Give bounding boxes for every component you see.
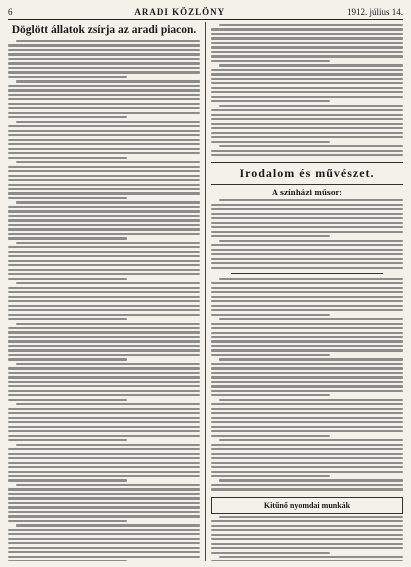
text-line: [211, 282, 403, 284]
text-line: [16, 201, 200, 203]
section-title: Irodalom és művészet.: [211, 162, 403, 185]
text-line: [8, 98, 200, 100]
text-line: [211, 340, 403, 342]
text-line: [211, 462, 403, 464]
text-line: [16, 323, 200, 325]
text-line: [211, 46, 403, 48]
text-line: [211, 529, 403, 531]
text-line: [211, 471, 403, 473]
text-line: [8, 269, 200, 271]
text-line: [219, 105, 403, 107]
text-line: [8, 278, 127, 280]
text-line: [219, 318, 403, 320]
text-line: [211, 372, 403, 374]
text-line: [16, 282, 200, 284]
text-line: [8, 502, 200, 504]
page-number: 6: [8, 6, 13, 17]
text-line: [211, 114, 403, 116]
text-line: [8, 103, 200, 105]
text-line: [8, 170, 200, 172]
text-line: [211, 208, 403, 210]
text-line: [211, 327, 403, 329]
print-shop-ad: Kitűnő nyomdai munkák: [211, 497, 403, 514]
text-line: [8, 520, 127, 522]
text-line: [8, 166, 200, 168]
text-line: [8, 44, 200, 46]
text-line: [8, 336, 200, 338]
text-line: [8, 210, 200, 212]
text-line: [16, 363, 200, 365]
text-line: [8, 381, 200, 383]
text-line: [8, 71, 200, 73]
text-line: [211, 100, 330, 102]
text-line: [211, 82, 403, 84]
text-line: [8, 107, 200, 109]
theater-article: [211, 278, 403, 491]
text-line: [16, 444, 200, 446]
text-line: [8, 488, 200, 490]
text-line: [8, 538, 200, 540]
text-line: [211, 244, 403, 246]
text-line: [211, 222, 403, 224]
text-line: [8, 318, 127, 320]
text-line: [211, 363, 403, 365]
article-headline: Döglött állatok zsírja az aradi piacon.: [11, 24, 197, 36]
text-line: [211, 426, 403, 428]
right-column: [211, 22, 403, 561]
text-line: [16, 161, 200, 163]
text-line: [211, 381, 403, 383]
text-line: [16, 80, 200, 82]
news-items-top: [211, 24, 403, 156]
text-line: [211, 417, 403, 419]
text-line: [8, 394, 200, 396]
text-line: [211, 354, 330, 356]
text-line: [8, 125, 200, 127]
text-line: [16, 524, 200, 526]
text-line: [211, 403, 403, 405]
text-line: [8, 251, 200, 253]
text-line: [211, 345, 403, 347]
text-line: [211, 296, 403, 298]
text-line: [8, 358, 127, 360]
text-line: [211, 217, 403, 219]
left-column: [8, 22, 200, 561]
text-line: [8, 556, 200, 558]
text-line: [8, 197, 127, 199]
text-line: [219, 399, 403, 401]
text-line: [8, 58, 200, 60]
text-line: [219, 516, 403, 518]
text-line: [8, 175, 200, 177]
text-line: [211, 51, 403, 53]
text-line: [8, 305, 200, 307]
text-line: [211, 412, 403, 414]
text-line: [211, 534, 403, 536]
text-line: [219, 24, 403, 26]
text-line: [8, 497, 200, 499]
text-line: [8, 224, 200, 226]
text-line: [219, 358, 403, 360]
text-line: [8, 273, 200, 275]
text-line: [211, 123, 403, 125]
text-line: [211, 309, 403, 311]
text-line: [8, 426, 200, 428]
text-line: [8, 219, 200, 221]
column-divider: [205, 22, 206, 561]
text-line: [211, 287, 403, 289]
text-line: [8, 237, 127, 239]
text-line: [8, 89, 200, 91]
text-line: [8, 130, 200, 132]
text-line: [8, 188, 200, 190]
text-line: [211, 28, 403, 30]
divider: [231, 273, 383, 274]
text-line: [8, 511, 200, 513]
text-line: [8, 354, 200, 356]
text-line: [8, 421, 200, 423]
text-line: [211, 78, 403, 80]
text-line: [211, 73, 403, 75]
text-line: [8, 412, 200, 414]
text-line: [211, 87, 403, 89]
text-line: [211, 314, 330, 316]
text-line: [211, 390, 403, 392]
text-line: [8, 94, 200, 96]
text-line: [211, 376, 403, 378]
text-line: [8, 471, 200, 473]
text-line: [211, 430, 403, 432]
text-line: [8, 529, 200, 531]
text-line: [8, 376, 200, 378]
text-line: [211, 235, 330, 237]
text-line: [8, 152, 200, 154]
text-line: [211, 60, 330, 62]
text-line: [211, 132, 403, 134]
issue-date: 1912. július 14.: [346, 6, 403, 17]
text-line: [8, 515, 200, 517]
text-line: [8, 314, 200, 316]
text-line: [211, 520, 403, 522]
text-line: [211, 69, 403, 71]
text-line: [8, 331, 200, 333]
text-line: [211, 226, 403, 228]
text-line: [8, 533, 200, 535]
header-rule: [8, 19, 403, 20]
text-line: [211, 96, 403, 98]
text-line: [211, 109, 403, 111]
text-line: [211, 484, 403, 486]
text-line: [211, 42, 403, 44]
text-line: [8, 233, 200, 235]
text-line: [8, 300, 200, 302]
text-line: [8, 184, 200, 186]
text-line: [8, 296, 200, 298]
text-line: [8, 53, 200, 55]
text-line: [211, 136, 403, 138]
text-line: [8, 547, 200, 549]
text-line: [8, 287, 200, 289]
text-line: [211, 488, 403, 490]
text-line: [8, 179, 200, 181]
text-line: [211, 249, 403, 251]
text-line: [8, 264, 200, 266]
text-line: [211, 55, 403, 57]
text-line: [211, 538, 403, 540]
text-line: [8, 399, 127, 401]
text-line: [16, 242, 200, 244]
text-line: [8, 85, 200, 87]
text-line: [8, 112, 200, 114]
text-line: [8, 453, 200, 455]
text-line: [219, 439, 403, 441]
text-line: [16, 484, 200, 486]
text-line: [8, 291, 200, 293]
text-line: [8, 255, 200, 257]
text-line: [8, 506, 200, 508]
text-line: [211, 543, 403, 545]
text-line: [8, 143, 200, 145]
text-line: [211, 262, 403, 264]
text-line: [211, 336, 403, 338]
text-line: [219, 278, 403, 280]
text-line: [211, 385, 403, 387]
text-line: [8, 49, 200, 51]
text-line: [8, 430, 200, 432]
text-line: [8, 345, 200, 347]
text-line: [211, 154, 403, 156]
text-line: [8, 493, 200, 495]
text-line: [211, 552, 330, 554]
text-line: [8, 309, 200, 311]
text-line: [219, 479, 403, 481]
text-line: [211, 213, 403, 215]
text-line: [211, 231, 403, 233]
text-line: [8, 466, 200, 468]
text-line: [16, 121, 200, 123]
newspaper-title: ARADI KÖZLÖNY: [134, 6, 226, 17]
text-line: [8, 542, 200, 544]
text-line: [211, 547, 403, 549]
text-line: [8, 475, 200, 477]
text-line: [8, 206, 200, 208]
news-items-bottom: [211, 516, 403, 561]
text-line: [219, 145, 403, 147]
text-line: [8, 62, 200, 64]
theater-program: [211, 199, 403, 268]
text-line: [8, 76, 127, 78]
text-line: [211, 367, 403, 369]
text-line: [8, 457, 200, 459]
text-line: [211, 421, 403, 423]
text-line: [8, 367, 200, 369]
text-line: [8, 385, 200, 387]
text-line: [8, 228, 200, 230]
text-line: [8, 417, 200, 419]
text-line: [8, 157, 127, 159]
text-line: [8, 215, 200, 217]
text-line: [211, 37, 403, 39]
text-line: [8, 390, 200, 392]
text-line: [8, 560, 127, 561]
text-line: [211, 435, 330, 437]
text-line: [211, 118, 403, 120]
text-line: [211, 444, 403, 446]
text-line: [8, 349, 200, 351]
text-line: [211, 408, 403, 410]
text-line: [8, 408, 200, 410]
text-line: [211, 525, 403, 527]
text-line: [211, 91, 403, 93]
text-line: [211, 253, 403, 255]
text-line: [211, 267, 403, 269]
text-line: [8, 439, 127, 441]
text-line: [8, 192, 200, 194]
text-line: [211, 204, 403, 206]
text-line: [16, 403, 200, 405]
text-line: [211, 466, 403, 468]
page-header: [8, 5, 403, 18]
text-line: [211, 560, 403, 561]
text-line: [211, 332, 403, 334]
text-line: [8, 479, 127, 481]
text-line: [211, 141, 330, 143]
text-line: [8, 448, 200, 450]
text-line: [211, 394, 330, 396]
text-line: [211, 33, 403, 35]
text-line: [211, 291, 403, 293]
text-line: [211, 475, 330, 477]
text-line: [8, 327, 200, 329]
text-line: [8, 246, 200, 248]
text-line: [8, 340, 200, 342]
text-line: [211, 323, 403, 325]
text-line: [211, 127, 403, 129]
text-line: [219, 199, 403, 201]
text-line: [8, 139, 200, 141]
text-line: [219, 64, 403, 66]
text-line: [219, 240, 403, 242]
text-line: [211, 150, 403, 152]
text-line: [8, 260, 200, 262]
text-line: [8, 372, 200, 374]
text-line: [211, 457, 403, 459]
text-line: [211, 258, 403, 260]
program-heading: A színházi műsor:: [272, 188, 342, 198]
text-line: [8, 435, 200, 437]
text-line: [8, 148, 200, 150]
text-line: [211, 300, 403, 302]
text-line: [8, 134, 200, 136]
text-line: [211, 453, 403, 455]
text-line: [211, 448, 403, 450]
text-line: [16, 40, 200, 42]
text-line: [8, 462, 200, 464]
text-line: [8, 116, 127, 118]
text-line: [8, 67, 200, 69]
text-line: [8, 551, 200, 553]
article-body: [8, 40, 200, 561]
text-line: [211, 305, 403, 307]
text-line: [219, 556, 403, 558]
text-line: [211, 349, 403, 351]
